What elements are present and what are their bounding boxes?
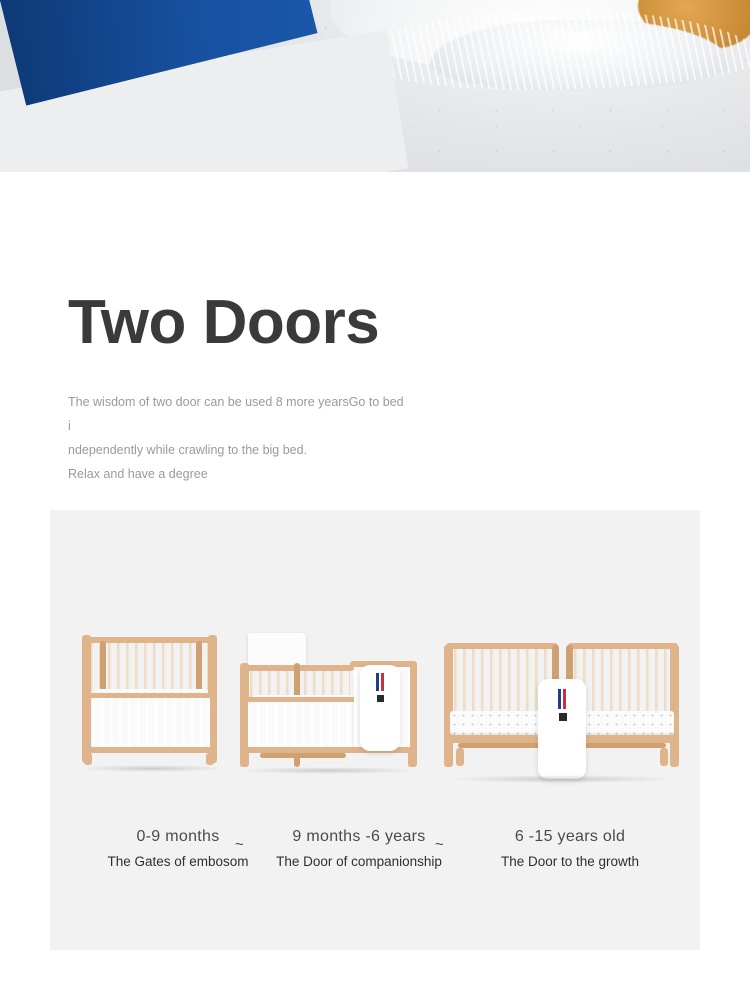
bed3-foot-right <box>660 748 668 766</box>
bed-illustrations <box>50 635 700 785</box>
crib2-door-stripe-blue <box>376 673 379 691</box>
stages-panel <box>50 510 700 950</box>
stage-2-desc: The Door of companionship <box>276 854 442 869</box>
bed3-foot-left <box>456 748 464 766</box>
stage-3-age: 6 -15 years old <box>514 828 626 845</box>
description-line-2: ndependently while crawling to the big bed. <box>68 443 308 457</box>
stage-3-desc: The Door to the growth <box>500 854 640 869</box>
stage-captions <box>50 828 700 898</box>
bed3-door-stripe-red <box>563 689 566 709</box>
crib1-left-post <box>82 635 91 763</box>
bed3-shadow <box>446 775 678 783</box>
crib1-foot-right <box>206 753 214 765</box>
stage-separator-2: ~ <box>435 836 444 853</box>
crib2-door-panel <box>360 665 400 751</box>
description-line-1: The wisdom of two door can be used 8 more yearsGo to bed i <box>68 395 404 433</box>
crib2-door-logo <box>377 695 384 702</box>
bed3-door-logo <box>559 713 567 721</box>
crib2-headboard <box>248 633 306 667</box>
crib-stage-1 <box>78 635 228 775</box>
description-block <box>68 390 408 486</box>
crib2-door-stripe-red <box>381 673 384 691</box>
description-line-3: Relax and have a degree <box>68 467 208 481</box>
bed3-right-post-outer <box>670 645 679 767</box>
page-title: Two Doors <box>68 288 380 357</box>
bed-stage-3 <box>442 635 682 775</box>
crib2-foot-left <box>240 753 248 767</box>
content-area <box>0 288 750 950</box>
crib1-back-slats <box>90 643 210 691</box>
crib1-foot-left <box>84 753 92 765</box>
hero-banner <box>0 0 750 172</box>
bed3-right-slats <box>574 649 670 711</box>
crib-stage-2 <box>238 637 418 777</box>
crib2-back-slats <box>250 671 350 697</box>
stage-1-age: 0-9 months <box>136 828 220 845</box>
bed3-door-panel <box>538 679 586 779</box>
stage-caption-3 <box>460 828 680 869</box>
bed3-left-post-outer <box>444 645 453 767</box>
crib2-shadow <box>238 767 418 774</box>
stage-separator-1: ~ <box>235 836 244 853</box>
crib2-foot-right <box>408 753 416 767</box>
crib1-shadow <box>78 765 226 772</box>
bed3-door-stripe-blue <box>558 689 561 709</box>
crib2-under-bar <box>260 753 346 758</box>
crib1-front-slats <box>92 698 210 750</box>
stage-1-desc: The Gates of embosom <box>107 854 249 869</box>
crib1-bottom-rail <box>88 747 216 753</box>
crib2-front-slats <box>248 702 352 750</box>
stage-2-age: 9 months -6 years <box>292 828 426 845</box>
